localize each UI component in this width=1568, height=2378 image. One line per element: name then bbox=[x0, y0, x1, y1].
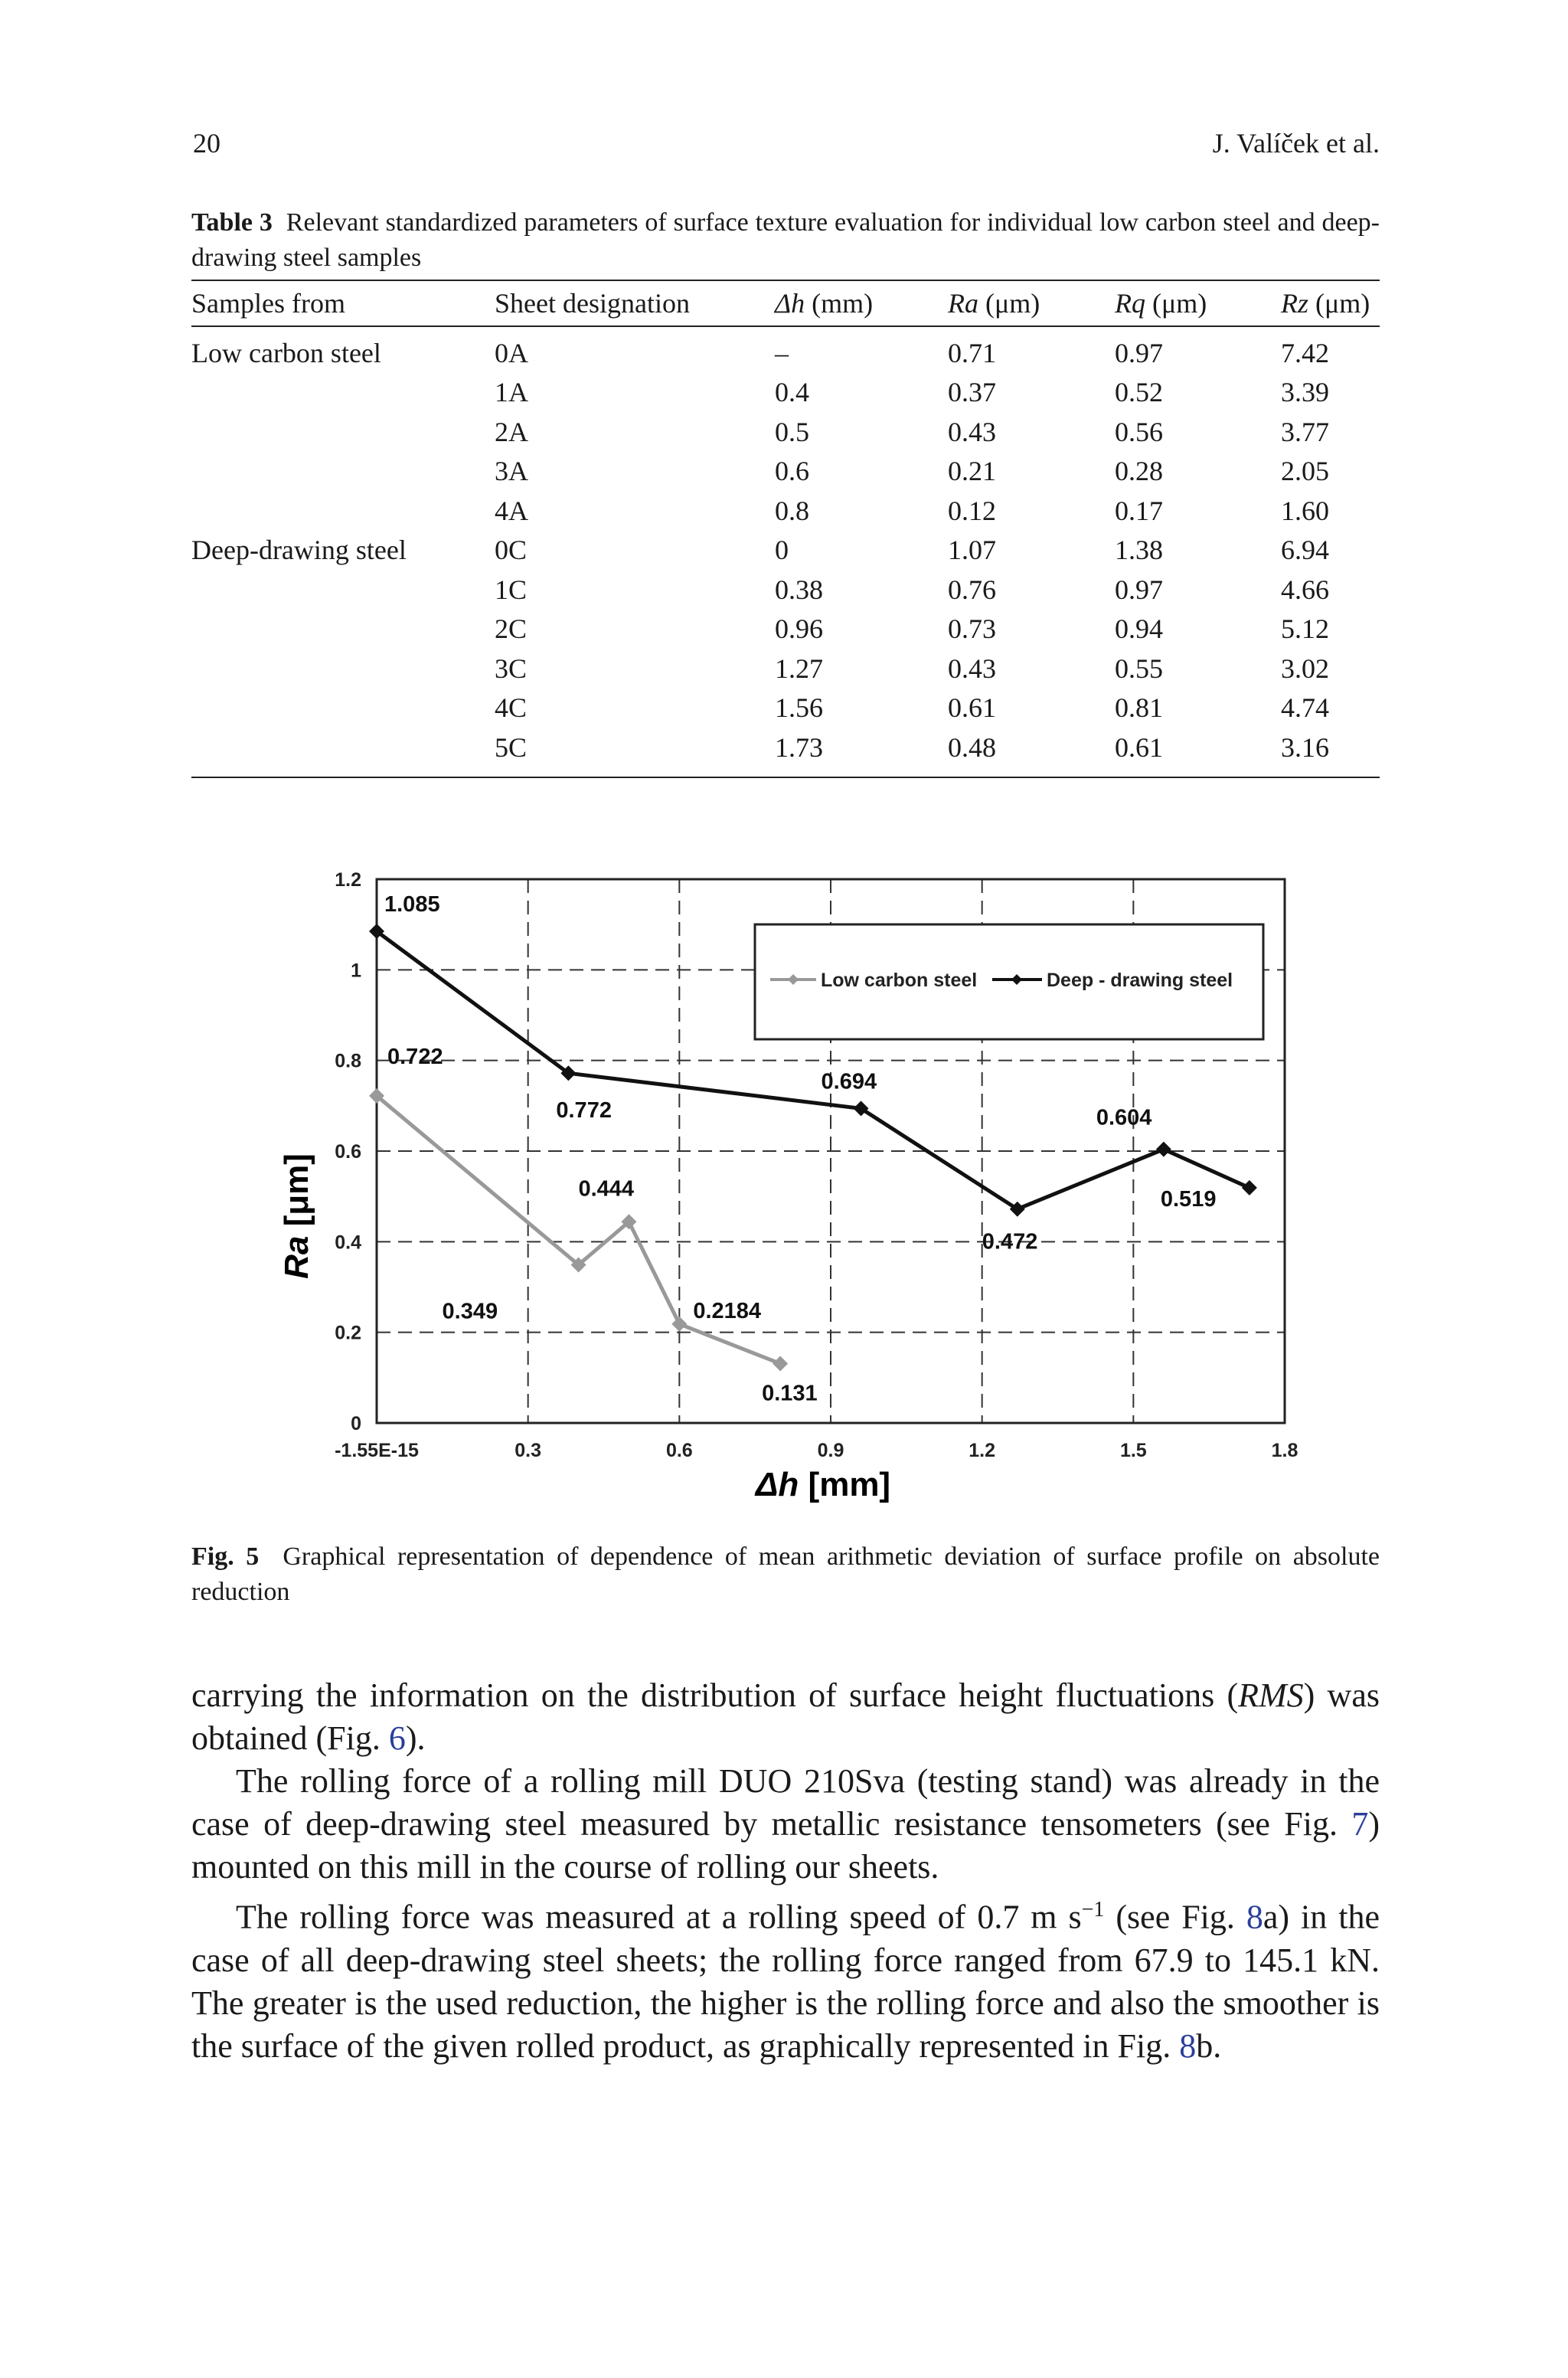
table-cell: 0A bbox=[495, 337, 528, 368]
table-row bbox=[191, 373, 1380, 413]
table-cell: 3A bbox=[495, 456, 528, 487]
y-tick-label: 1 bbox=[351, 960, 361, 982]
table-caption bbox=[191, 205, 1380, 276]
table-cell: 0.97 bbox=[1115, 337, 1163, 368]
data-label: 0.444 bbox=[578, 1176, 635, 1202]
table-cell: 0C bbox=[495, 535, 528, 566]
x-tick-label: 0.9 bbox=[817, 1440, 844, 1461]
col-header-samples: Samples from bbox=[191, 288, 345, 319]
data-point-marker bbox=[773, 1356, 788, 1371]
table-cell bbox=[191, 412, 495, 452]
y-tick-label: 0.8 bbox=[335, 1050, 361, 1072]
page-number: 20 bbox=[193, 128, 220, 159]
table-cell: 0.21 bbox=[948, 456, 996, 487]
table-cell: 1.07 bbox=[948, 535, 996, 566]
table-cell: – bbox=[775, 337, 789, 368]
x-tick-label: 1.5 bbox=[1119, 1440, 1147, 1461]
table-cell: 0.73 bbox=[948, 613, 996, 645]
table-cell bbox=[191, 452, 495, 492]
paragraph-3: The rolling force was measured at a rolling speed of 0.7 m $s^{-1}$ (see Fig. 8a) in the case of all deep-drawing steel sheets; the rolling force ranged from 67.9 to 145.1 kN. The greater is the used reduction, the higher is the rolling force and also the smoother is the surface of the given rolled product, as graphically represented in Fig. 8b. bbox=[191, 1898, 1380, 2065]
table-cell: 0.43 bbox=[948, 653, 996, 684]
table-cell bbox=[191, 610, 495, 649]
table-cell: 2A bbox=[495, 416, 528, 447]
table-row bbox=[191, 326, 1380, 373]
table-cell: 0.28 bbox=[1115, 456, 1163, 487]
y-tick-label: 0.2 bbox=[335, 1322, 361, 1344]
table-row bbox=[191, 649, 1380, 689]
table-cell: 1A bbox=[495, 377, 528, 408]
table-body bbox=[191, 326, 1380, 777]
y-tick-label: 0.6 bbox=[335, 1141, 361, 1163]
data-label: 0.131 bbox=[762, 1381, 818, 1406]
table-cell: 5C bbox=[495, 728, 775, 777]
table-cell bbox=[191, 570, 495, 610]
table-cell: 1.27 bbox=[775, 653, 823, 684]
x-tick-label: 1.2 bbox=[969, 1440, 996, 1461]
data-label: 0.349 bbox=[442, 1299, 498, 1324]
y-tick-label: 1.2 bbox=[335, 869, 361, 891]
table-cell: 0.38 bbox=[775, 574, 823, 605]
table-header-row bbox=[191, 280, 1380, 326]
table-cell: 3.39 bbox=[1281, 377, 1329, 408]
ra-vs-reduction-chart bbox=[268, 854, 1309, 1528]
data-label: 0.2184 bbox=[693, 1298, 762, 1323]
figure-caption bbox=[191, 1539, 1380, 1610]
table-cell: 4.74 bbox=[1281, 692, 1329, 724]
table-cell: 0.71 bbox=[948, 337, 996, 368]
x-axis-label: Δh [mm] bbox=[755, 1466, 891, 1503]
chart-legend bbox=[755, 924, 1263, 1039]
table-row bbox=[191, 728, 1380, 777]
data-label: 0.694 bbox=[821, 1069, 877, 1094]
table-cell: 4.66 bbox=[1281, 574, 1329, 605]
table-cell: 5.12 bbox=[1281, 613, 1329, 645]
table-row bbox=[191, 570, 1380, 610]
table-cell: 0.61 bbox=[1115, 728, 1281, 777]
table-cell: 0.56 bbox=[1115, 416, 1163, 447]
figure-caption-text: Graphical representation of dependence of mean arithmetic deviation of surface profile on absolute reduction bbox=[191, 1542, 1380, 1606]
running-head: J. Valíček et al. bbox=[1212, 128, 1380, 159]
table-cell: 3.16 bbox=[1281, 728, 1380, 777]
fig-6-link[interactable]: 6 bbox=[388, 1719, 406, 1757]
table-cell: 6.94 bbox=[1281, 535, 1329, 566]
col-header-rq: Rq (μm) bbox=[1115, 288, 1207, 319]
table-cell: 0.76 bbox=[948, 574, 996, 605]
figure-label: Fig. 5 bbox=[191, 1542, 260, 1571]
series-line-low-carbon bbox=[377, 1096, 780, 1364]
data-label: 0.604 bbox=[1096, 1105, 1152, 1130]
table-cell: Deep-drawing steel bbox=[191, 535, 407, 566]
fig-8b-link[interactable]: 8 bbox=[1179, 2026, 1197, 2065]
y-tick-label: 0.4 bbox=[335, 1232, 361, 1254]
table-cell: 0.94 bbox=[1115, 613, 1163, 645]
data-label: 1.085 bbox=[384, 892, 440, 918]
x-tick-label: -1.55E-15 bbox=[335, 1440, 419, 1461]
col-header-dh: Δh (mm) bbox=[775, 288, 874, 319]
table-cell bbox=[191, 728, 495, 777]
table-cell: 3.02 bbox=[1281, 653, 1329, 684]
table-cell: 0.52 bbox=[1115, 377, 1163, 408]
table-3 bbox=[191, 280, 1380, 778]
x-tick-label: 1.8 bbox=[1271, 1440, 1298, 1461]
y-tick-label: 0 bbox=[351, 1413, 361, 1434]
y-axis-label: Ra [μm] bbox=[278, 1153, 315, 1279]
legend-label-deep-drawing: Deep - drawing steel bbox=[1047, 970, 1233, 991]
table-cell bbox=[191, 689, 495, 728]
table-cell: 1.73 bbox=[775, 728, 948, 777]
table-cell: 0.37 bbox=[948, 377, 996, 408]
body-text bbox=[191, 1674, 1380, 2068]
table-cell: 4A bbox=[495, 495, 528, 526]
table-cell: 0.55 bbox=[1115, 653, 1163, 684]
table-cell: 2C bbox=[495, 613, 528, 645]
table-cell: 0.61 bbox=[948, 692, 996, 724]
table-cell: 0.8 bbox=[775, 495, 809, 526]
table-cell: 1.60 bbox=[1281, 495, 1329, 526]
paragraph-1: carrying the information on the distribution of surface height fluctuations (RMS) was obtained (Fig. 6). bbox=[191, 1676, 1380, 1757]
table-cell: 1C bbox=[495, 574, 528, 605]
table-cell: 0.17 bbox=[1115, 495, 1163, 526]
table-cell: 0.5 bbox=[775, 416, 809, 447]
table-cell: 0.4 bbox=[775, 377, 809, 408]
table-cell: 3.77 bbox=[1281, 416, 1329, 447]
table-cell bbox=[191, 491, 495, 531]
table-cell bbox=[191, 373, 495, 413]
table-cell: 0 bbox=[775, 535, 789, 566]
table-cell: 0.6 bbox=[775, 456, 809, 487]
table-cell: 0.12 bbox=[948, 495, 996, 526]
data-point-marker bbox=[671, 1317, 687, 1332]
data-label: 0.519 bbox=[1160, 1186, 1217, 1212]
table-cell: 1.56 bbox=[775, 692, 823, 724]
fig-8a-link[interactable]: 8 bbox=[1246, 1898, 1263, 1936]
table-cell bbox=[191, 649, 495, 689]
x-tick-label: 0.6 bbox=[665, 1440, 693, 1461]
table-cell: 0.43 bbox=[948, 416, 996, 447]
table-cell: 2.05 bbox=[1281, 456, 1329, 487]
table-cell: 7.42 bbox=[1281, 337, 1329, 368]
table-cell: 0.48 bbox=[948, 728, 1115, 777]
table-row bbox=[191, 412, 1380, 452]
col-header-sheet: Sheet designation bbox=[495, 288, 690, 319]
table-cell: Low carbon steel bbox=[191, 337, 381, 368]
table-cell: 3C bbox=[495, 653, 528, 684]
data-label: 0.472 bbox=[982, 1229, 1038, 1254]
col-header-ra: Ra (μm) bbox=[948, 288, 1040, 319]
table-row bbox=[191, 531, 1380, 571]
fig-7-link[interactable]: 7 bbox=[1351, 1805, 1369, 1843]
table-row bbox=[191, 610, 1380, 649]
data-point-marker bbox=[1156, 1142, 1171, 1157]
table-cell: 0.97 bbox=[1115, 574, 1163, 605]
table-cell: 4C bbox=[495, 692, 528, 724]
legend-label-low-carbon: Low carbon steel bbox=[821, 970, 978, 991]
data-label: 0.772 bbox=[556, 1098, 612, 1124]
x-tick-label: 0.3 bbox=[514, 1440, 542, 1461]
data-point-marker bbox=[1242, 1180, 1257, 1196]
col-header-rz: Rz (μm) bbox=[1281, 288, 1370, 319]
table-row bbox=[191, 491, 1380, 531]
paragraph-2: The rolling force of a rolling mill DUO 210Sva (testing stand) was already in the case of deep-drawing steel measured by metallic resistance tensometers (see Fig. 7) mounted on this mill in the course of rolling our sheets. bbox=[191, 1762, 1380, 1886]
table-cell: 1.38 bbox=[1115, 535, 1163, 566]
table-row bbox=[191, 452, 1380, 492]
table-row bbox=[191, 689, 1380, 728]
table-label: Table 3 bbox=[191, 208, 273, 237]
table-cell: 0.96 bbox=[775, 613, 823, 645]
table-caption-text: Relevant standardized parameters of surface texture evaluation for individual low carbon steel and deep-drawing steel samples bbox=[191, 208, 1380, 272]
data-label: 0.722 bbox=[387, 1044, 443, 1069]
table-cell: 0.81 bbox=[1115, 692, 1163, 724]
